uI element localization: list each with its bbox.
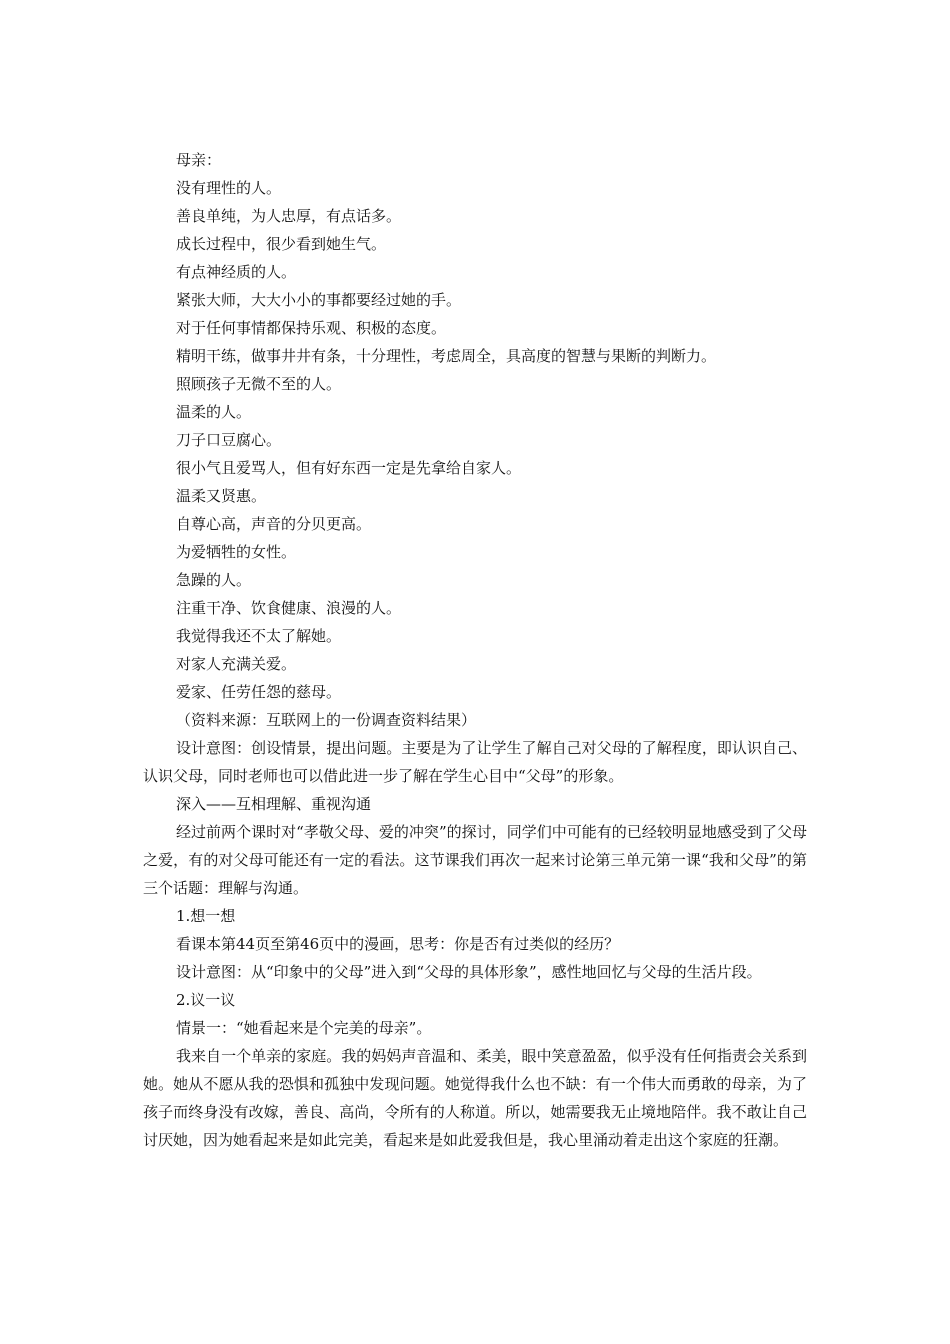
- survey-answer: 精明干练，做事井井有条，十分理性，考虑周全，具高度的智慧与果断的判断力。: [176, 347, 717, 365]
- document-body: [143, 146, 807, 1154]
- body-paragraph: 看课本第44页至第46页中的漫画，思考：你是否有过类似的经历？: [176, 935, 620, 953]
- survey-answer: 温柔的人。: [176, 403, 252, 421]
- survey-answer: 急躁的人。: [176, 571, 252, 589]
- design-intent-paragraph: 设计意图：从“印象中的父母”进入到“父母的具体形象”，感性地回忆与父母的生活片段。: [176, 963, 762, 981]
- source-note: （资料来源：互联网上的一份调查资料结果）: [176, 711, 477, 729]
- subheading-discuss: 2.议一议: [176, 991, 236, 1009]
- survey-answer: 温柔又贤惠。: [176, 487, 267, 505]
- survey-answer: 成长过程中，很少看到她生气。: [176, 235, 387, 253]
- survey-answer: 没有理性的人。: [176, 179, 282, 197]
- survey-answer: 对于任何事情都保持乐观、积极的态度。: [176, 319, 447, 337]
- scenario-title: 情景一：“她看起来是个完美的母亲”。: [176, 1019, 432, 1037]
- survey-answer: 爱家、任劳任怨的慈母。: [176, 683, 342, 701]
- survey-answer: 有点神经质的人。: [176, 263, 297, 281]
- survey-answer: 自尊心高，声音的分贝更高。: [176, 515, 372, 533]
- survey-answer: 刀子口豆腐心。: [176, 431, 282, 449]
- design-intent-paragraph: 设计意图：创设情景，提出问题。主要是为了让学生了解自己对父母的了解程度，即认识自己、认识父母，同时老师也可以借此进一步了解在学生心目中“父母”的形象。: [143, 739, 807, 785]
- survey-answer: 很小气且爱骂人，但有好东西一定是先拿给自家人。: [176, 459, 522, 477]
- section-heading: 深入——互相理解、重视沟通: [176, 795, 372, 813]
- survey-answer: 注重干净、饮食健康、浪漫的人。: [176, 599, 402, 617]
- survey-answer: 对家人充满关爱。: [176, 655, 297, 673]
- survey-answer: 我觉得我还不太了解她。: [176, 627, 342, 645]
- survey-answer: 照顾孩子无微不至的人。: [176, 375, 342, 393]
- subheading-think: 1.想一想: [176, 907, 236, 925]
- survey-answer: 善良单纯，为人忠厚，有点话多。: [176, 207, 402, 225]
- scenario-paragraph: 我来自一个单亲的家庭。我的妈妈声音温和、柔美，眼中笑意盈盈，似乎没有任何指责会关系到她。她从不愿从我的恐惧和孤独中发现问题。她觉得我什么也不缺：有一个伟大而勇敢的母亲，为了孩子而终身没有改嫁，善良、高尚，令所有的人称道。所以，她需要我无止境地陪伴。我不敢让自己讨厌她，因为她看起来是如此完美，看起来是如此爱我但是，我心里涌动着走出这个家庭的狂潮。: [143, 1047, 807, 1149]
- body-paragraph: 经过前两个课时对“孝敬父母、爱的冲突”的探讨，同学们中可能有的已经较明显地感受到了父母之爱，有的对父母可能还有一定的看法。这节课我们再次一起来讨论第三单元第一课“我和父母”的第三个话题：理解与沟通。: [143, 823, 807, 897]
- survey-answer: 紧张大师，大大小小的事都要经过她的手。: [176, 291, 462, 309]
- paragraph-mother-heading: 母亲：: [176, 151, 222, 169]
- survey-answer: 为爱牺牲的女性。: [176, 543, 297, 561]
